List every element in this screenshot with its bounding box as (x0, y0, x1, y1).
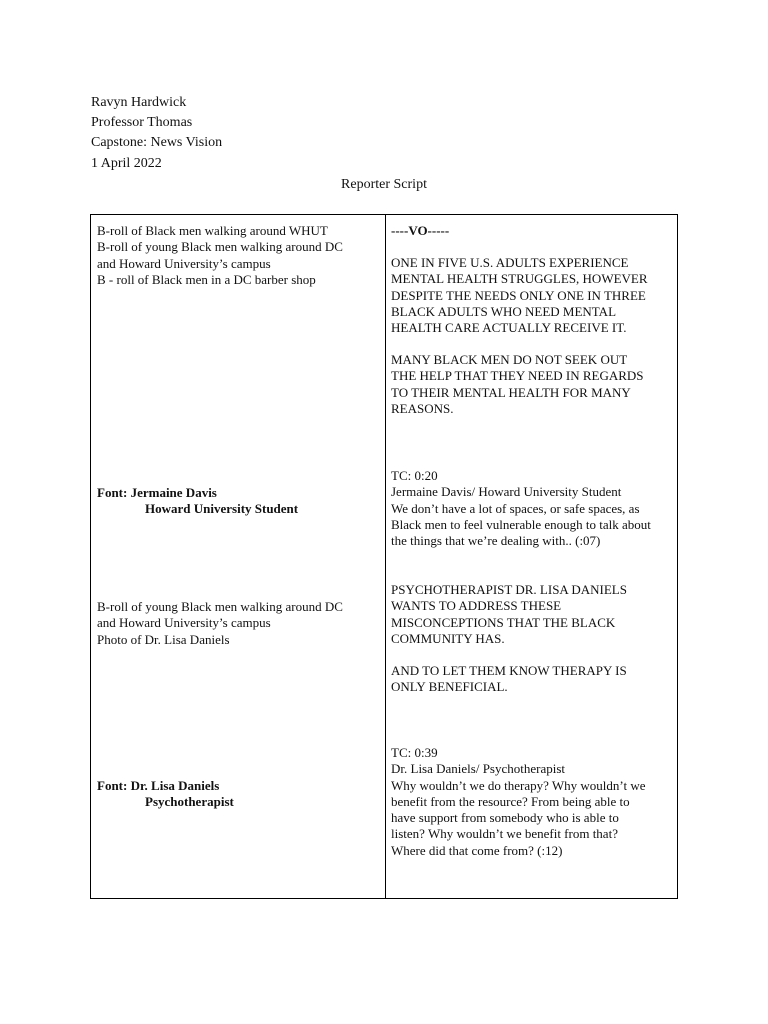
vo-line: HEALTH CARE ACTUALLY RECEIVE IT. (391, 320, 627, 336)
broll-line: B-roll of young Black men walking around DC (97, 239, 343, 255)
sot-line: Dr. Lisa Daniels/ Psychotherapist (391, 761, 566, 777)
font-cue-title: Psychotherapist (145, 794, 234, 810)
vo-block-3 (391, 582, 627, 647)
document-date: 1 April 2022 (91, 156, 162, 171)
sot-line: Black men to feel vulnerable enough to talk about (391, 516, 651, 532)
sot-line: Why wouldn’t we do therapy? Why wouldn’t we (391, 777, 646, 793)
sot-line: benefit from the resource? From being able to (391, 793, 630, 809)
sot-line: TC: 0:39 (391, 745, 438, 760)
vo-line: TO THEIR MENTAL HEALTH FOR MANY (391, 384, 631, 400)
font-cue-2 (97, 778, 234, 811)
vo-block-2 (391, 352, 644, 417)
vo-line: MENTAL HEALTH STRUGGLES, HOWEVER (391, 271, 648, 287)
sot-line: have support from somebody who is able to (391, 810, 619, 826)
vo-line: ONLY BENEFICIAL. (391, 679, 508, 695)
sot-block-2 (391, 745, 646, 859)
sot-line: the things that we’re dealing with.. (:07) (391, 533, 601, 549)
broll-line: B-roll of young Black men walking around DC (97, 599, 343, 614)
font-cue-1 (97, 485, 298, 518)
broll-line: B - roll of Black men in a DC barber shop (97, 271, 316, 287)
vo-line: WANTS TO ADDRESS THESE (391, 598, 562, 614)
sot-line: We don’t have a lot of spaces, or safe spaces, as (391, 500, 640, 516)
broll-line: B-roll of Black men walking around WHUT (97, 223, 328, 238)
vo-line: MISCONCEPTIONS THAT THE BLACK (391, 614, 616, 630)
vo-label: ----VO----- (391, 223, 450, 238)
sot-block-1 (391, 468, 651, 549)
script-table (90, 214, 678, 899)
vo-line: PSYCHOTHERAPIST DR. LISA DANIELS (391, 582, 627, 597)
vo-line: REASONS. (391, 400, 454, 416)
font-cue-name: Font: Dr. Lisa Daniels (97, 778, 220, 793)
font-cue-name: Font: Jermaine Davis (97, 485, 217, 500)
vo-line: DESPITE THE NEEDS ONLY ONE IN THREE (391, 287, 646, 303)
font-cue-title: Howard University Student (145, 501, 299, 517)
column-divider (385, 215, 386, 898)
professor-name: Professor Thomas (91, 115, 193, 130)
broll-line: and Howard University’s campus (97, 615, 271, 631)
vo-block-4 (391, 663, 627, 696)
broll-block-1 (97, 223, 343, 288)
vo-line: THE HELP THAT THEY NEED IN REGARDS (391, 368, 644, 384)
vo-block-1 (391, 255, 648, 336)
vo-line: BLACK ADULTS WHO NEED MENTAL (391, 303, 617, 319)
broll-line: and Howard University’s campus (97, 255, 271, 271)
document-title: Reporter Script (341, 177, 427, 192)
course-name: Capstone: News Vision (91, 135, 223, 150)
broll-line: Photo of Dr. Lisa Daniels (97, 631, 230, 647)
broll-block-2 (97, 599, 343, 648)
vo-line: ONE IN FIVE U.S. ADULTS EXPERIENCE (391, 255, 629, 270)
author-name: Ravyn Hardwick (91, 95, 187, 110)
vo-line: MANY BLACK MEN DO NOT SEEK OUT (391, 352, 628, 367)
sot-line: Where did that come from? (:12) (391, 842, 563, 858)
sot-line: TC: 0:20 (391, 468, 438, 483)
vo-line: COMMUNITY HAS. (391, 630, 505, 646)
sot-line: listen? Why wouldn’t we benefit from that? (391, 826, 618, 842)
sot-line: Jermaine Davis/ Howard University Student (391, 484, 622, 500)
vo-line: AND TO LET THEM KNOW THERAPY IS (391, 663, 627, 678)
